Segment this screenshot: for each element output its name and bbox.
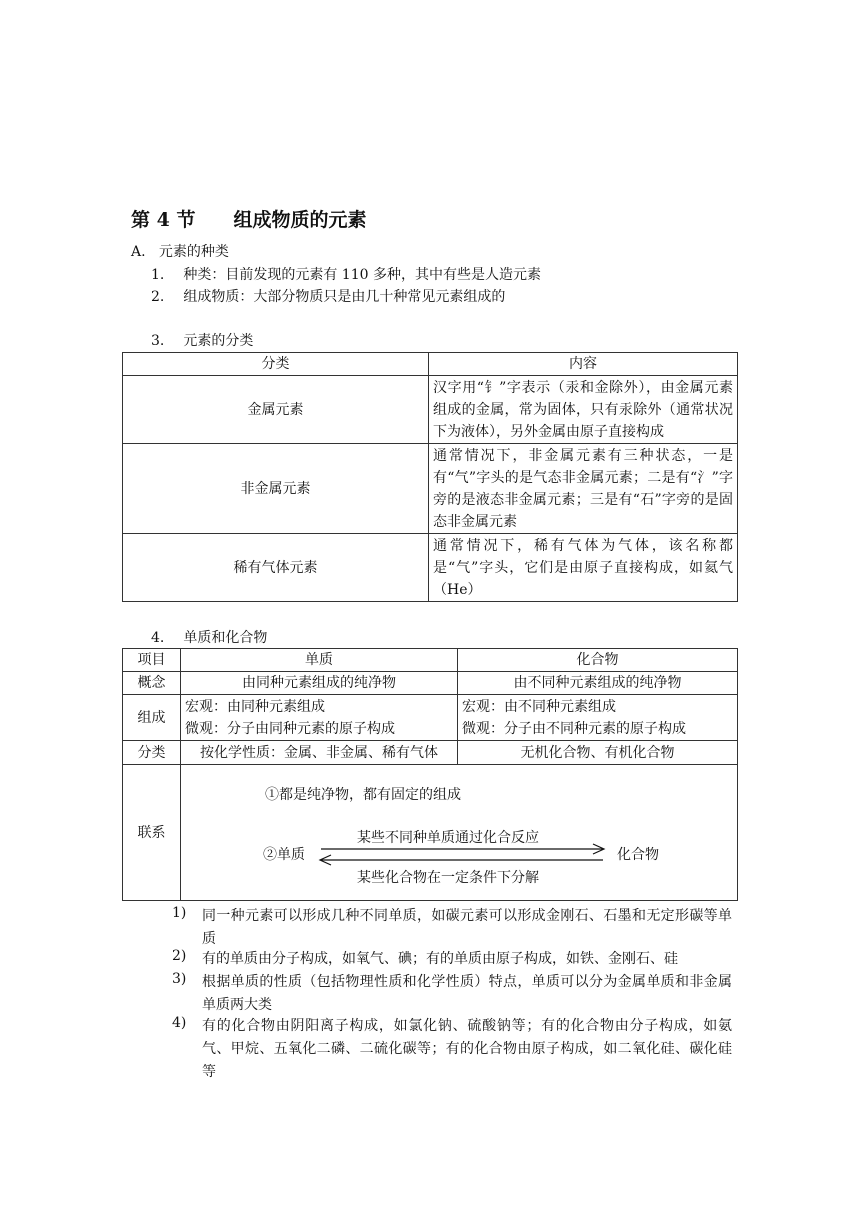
- list-item-text: 单质和化合物: [183, 630, 268, 646]
- table-cell-content: 通常情况下，非金属元素有三种状态，一是有“气”字头的是气态非金属元素；二是有“氵”字旁的是液态非金属元素；三是有“石”字旁的是固态非金属元素: [429, 444, 738, 534]
- composition-simple: [181, 695, 458, 741]
- list-item: [151, 287, 505, 307]
- composition-compound-macro: 宏观：由不同种元素组成: [462, 698, 616, 715]
- row-label-relation: 联系: [123, 765, 181, 901]
- table-cell-category: 非金属元素: [123, 444, 429, 534]
- table-header-row: [123, 649, 738, 672]
- arrow-top-label: 某些不同种单质通过化合反应: [357, 830, 539, 846]
- table-cell-category: 金属元素: [123, 376, 429, 444]
- table-row: [123, 376, 738, 444]
- table-row: [123, 741, 738, 765]
- note-text: 根据单质的性质（包括物理性质和化学性质）特点，单质可以分为金属单质和非金属单质两大类: [202, 974, 732, 1013]
- table-cell-content: 汉字用“钅”字表示（汞和金除外），由金属元素组成的金属，常为固体，只有汞除外（通常状况下为液体），另外金属由原子直接构成: [429, 376, 738, 444]
- table-header-cell: 项目: [123, 649, 181, 672]
- table-header-cell: 内容: [429, 353, 738, 376]
- note-number: 1): [172, 905, 187, 921]
- row-label-concept: 概念: [123, 672, 181, 695]
- table-row: [123, 695, 738, 741]
- list-item: [151, 628, 267, 648]
- composition-compound-micro: 微观：分子由不同种元素的原子构成: [462, 720, 686, 737]
- table-row: [123, 534, 738, 602]
- part-a-heading: [131, 242, 229, 262]
- list-item: [151, 331, 253, 351]
- row-label-composition: 组成: [123, 695, 181, 741]
- composition-simple-micro: 微观：分子由同种元素的原子构成: [185, 720, 395, 737]
- table-header-cell: 分类: [123, 353, 429, 376]
- table-cell-category: 稀有气体元素: [123, 534, 429, 602]
- composition-simple-macro: 宏观：由同种元素组成: [185, 698, 325, 715]
- table-header-row: [123, 353, 738, 376]
- list-item-number: 4.: [151, 630, 165, 646]
- page-title: [131, 205, 366, 232]
- part-a-title: 元素的种类: [158, 244, 229, 260]
- note-text: 有的化合物由阴阳离子构成，如氯化钠、硫酸钠等；有的化合物由分子构成，如氨气、甲烷、五氧化二磷、二硫化碳等；有的化合物由原子构成，如二氧化硅、碳化硅等: [202, 1018, 732, 1080]
- list-item-text: 组成物质：大部分物质只是由几十种常见元素组成的: [183, 289, 506, 305]
- note-number: 2): [172, 948, 187, 964]
- section-heading: 组成物质的元素: [233, 209, 367, 231]
- classification-simple: 按化学性质：金属、非金属、稀有气体: [181, 741, 458, 765]
- list-item-number: 3.: [151, 333, 165, 349]
- classification-compound: 无机化合物、有机化合物: [458, 741, 738, 765]
- note-number: 3): [172, 971, 187, 987]
- table-header-cell: 单质: [181, 649, 458, 672]
- list-item-number: 2.: [151, 289, 165, 305]
- relation-point-1: ①都是纯净物，都有固定的组成: [265, 787, 461, 803]
- table-row: [123, 444, 738, 534]
- table-row: [123, 765, 738, 901]
- row-label-classification: 分类: [123, 741, 181, 765]
- element-classification-table: [122, 352, 738, 602]
- list-item: [151, 265, 541, 285]
- table-cell-content: 通常情况下，稀有气体为气体，该名称都是“气”字头，它们是由原子直接构成，如氦气（He）: [429, 534, 738, 602]
- arrow-bottom-label: 某些化合物在一定条件下分解: [357, 870, 539, 886]
- note-number: 4): [172, 1015, 187, 1031]
- section-number: 第 4 节: [131, 209, 196, 231]
- list-item-text: 种类：目前发现的元素有 110 多种，其中有些是人造元素: [183, 267, 541, 283]
- relation-simple-label: ②单质: [263, 847, 305, 863]
- substance-comparison-table: [122, 648, 738, 901]
- relation-diagram: [181, 765, 737, 900]
- composition-compound: [458, 695, 738, 741]
- note-text: 同一种元素可以形成几种不同单质，如碳元素可以形成金刚石、石墨和无定形碳等单质: [202, 908, 732, 947]
- table-row: [123, 672, 738, 695]
- concept-simple: 由同种元素组成的纯净物: [181, 672, 458, 695]
- relation-cell: [181, 765, 738, 901]
- list-item-text: 元素的分类: [183, 333, 254, 349]
- table-header-cell: 化合物: [458, 649, 738, 672]
- note-text: 有的单质由分子构成，如氧气、碘；有的单质由原子构成，如铁、金刚石、硅: [202, 951, 678, 967]
- list-item-number: 1.: [151, 267, 165, 283]
- part-a-label: A.: [131, 244, 146, 260]
- relation-compound-label: 化合物: [617, 847, 659, 863]
- concept-compound: 由不同种元素组成的纯净物: [458, 672, 738, 695]
